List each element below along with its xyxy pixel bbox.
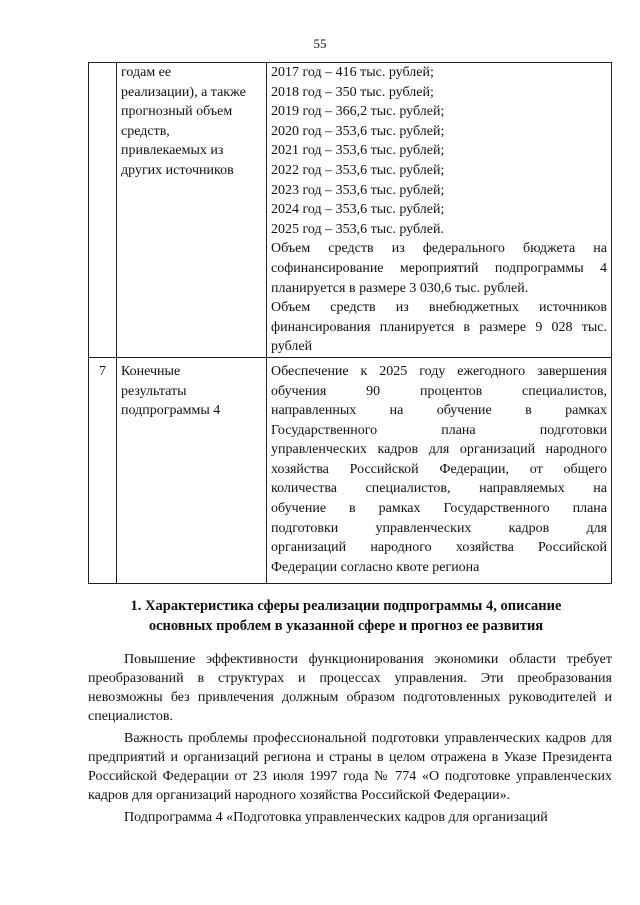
paragraph: Подпрограмма 4 «Подготовка управленческих кадров для организаций [124, 810, 548, 825]
result-line: обучения 90 процентов специалистов, [271, 383, 607, 399]
row-content [267, 63, 612, 358]
section-heading-line: основных проблем в указанной сфере и прогноз ее развития [148, 618, 544, 634]
funding-year-line: 2022 год – 353,6 тыс. рублей; [271, 162, 445, 178]
funding-year-line: 2025 год – 353,6 тыс. рублей. [271, 221, 444, 237]
funding-year-line: 2020 год – 353,6 тыс. рублей; [271, 123, 445, 139]
result-line: организаций народного хозяйства Российской [271, 540, 607, 556]
funding-year-line: 2023 год – 353,6 тыс. рублей; [271, 182, 445, 198]
result-line: количества специалистов, направляемых на [271, 481, 607, 497]
label-line: прогнозный объем [121, 104, 233, 120]
paragraph: Повышение эффективности функционирования экономики области требует преобразований в структурах и процессах управления. Эти преобразования невозможны без привлечения должным образом подготовленных руководителей и специалистов. [88, 652, 612, 724]
row-number [89, 63, 117, 358]
result-line: подготовки управленческих кадров для [271, 520, 607, 536]
federal-funding-line: софинансирование мероприятий подпрограммы 4 [271, 260, 607, 276]
paragraph: Важность проблемы профессиональной подготовки управленческих кадров для предприятий и организаций региона и страны в целом отражена в Указе Президента Российской Федерации от 23 июля 1997 года № 774 «О подготовке управленческих кадров для организаций народного хозяйства Российской Федерации». [88, 731, 612, 803]
row-label [117, 63, 267, 358]
label-line: привлекаемых из [121, 143, 224, 159]
row-number: 7 [89, 357, 117, 584]
federal-funding-line: планируется в размере 3 030,6 тыс. рублей. [271, 280, 529, 296]
result-line: хозяйства Российской Федерации, от общего [271, 461, 607, 477]
funding-year-line: 2017 год – 416 тыс. рублей; [271, 65, 434, 80]
result-line: направленных на обучение в рамках [271, 403, 607, 419]
extrabudget-funding-line: Объем средств из внебюджетных источников [271, 300, 607, 316]
result-line: управленческих кадров для организаций народного [271, 442, 607, 458]
section-heading [96, 596, 596, 636]
result-line: Обеспечение к 2025 году ежегодного завершения [271, 363, 607, 379]
extrabudget-funding-line: рублей [271, 339, 313, 355]
result-line: Федерации согласно квоте региона [271, 559, 480, 575]
page-number: 55 [313, 36, 327, 51]
section-heading-line: 1. Характеристика сферы реализации подпрограммы 4, описание [130, 598, 562, 614]
funding-year-line: 2019 год – 366,2 тыс. рублей; [271, 104, 445, 120]
label-line: реализации), а также [121, 84, 246, 100]
result-line: Государственного плана подготовки [271, 422, 607, 438]
label-line: подпрограммы 4 [121, 403, 221, 419]
extrabudget-funding-line: финансирования планируется в размере 9 028 тыс. [271, 319, 607, 335]
program-passport-table [88, 62, 612, 584]
federal-funding-line: Объем средств из федерального бюджета на [271, 241, 607, 257]
label-line: средств, [121, 123, 170, 139]
row-content [267, 357, 612, 584]
result-line: обучение в рамках Государственного плана [271, 501, 607, 517]
row-label [117, 357, 267, 584]
table-row [89, 63, 612, 358]
label-line: годам ее [121, 65, 172, 80]
funding-year-line: 2021 год – 353,6 тыс. рублей; [271, 143, 445, 159]
funding-year-line: 2024 год – 353,6 тыс. рублей; [271, 202, 445, 218]
table-row [89, 357, 612, 584]
label-line: Конечные [121, 363, 181, 379]
funding-year-line: 2018 год – 350 тыс. рублей; [271, 84, 434, 100]
label-line: других источников [121, 162, 234, 178]
label-line: результаты [121, 383, 187, 399]
body-text [88, 650, 612, 830]
